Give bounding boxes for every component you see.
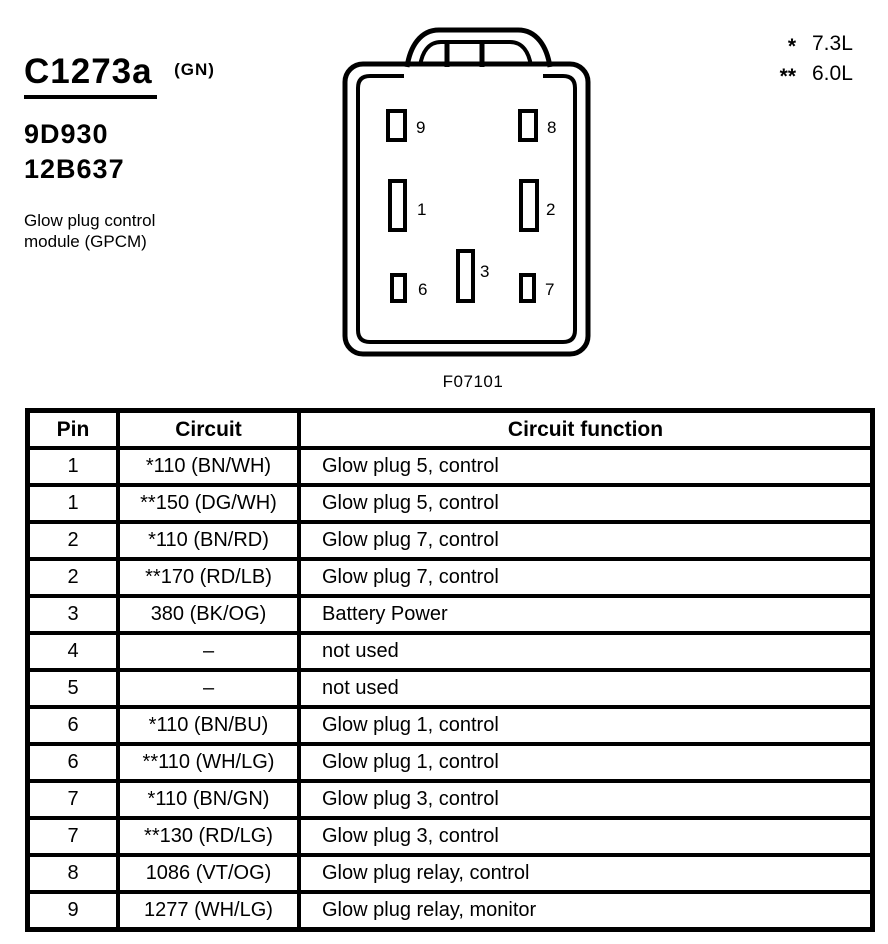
cell-function: Glow plug 7, control [299, 559, 873, 596]
cell-function: Glow plug relay, control [299, 855, 873, 892]
cell-pin: 8 [28, 855, 119, 892]
cell-function: Glow plug 1, control [299, 744, 873, 781]
col-header-circuit: Circuit [118, 411, 299, 449]
table-row [28, 596, 873, 633]
cell-pin: 2 [28, 559, 119, 596]
pin-label-7: 7 [545, 280, 555, 299]
col-header-function: Circuit function [299, 411, 873, 449]
connector-color-code: (GN) [174, 60, 215, 79]
legend-item-6-0l [760, 60, 853, 90]
cell-function: Glow plug 1, control [299, 707, 873, 744]
table-row [28, 855, 873, 892]
cell-pin: 3 [28, 596, 119, 633]
cell-function: not used [299, 670, 873, 707]
cell-function: Glow plug 5, control [299, 485, 873, 522]
cell-function: Glow plug relay, monitor [299, 892, 873, 930]
cell-circuit: *110 (BN/GN) [118, 781, 299, 818]
table-row [28, 892, 873, 930]
cell-pin: 9 [28, 892, 119, 930]
cell-pin: 4 [28, 633, 119, 670]
connector-id: C1273a [24, 52, 157, 99]
figure-id-caption: F07101 [442, 372, 504, 391]
table-row [28, 448, 873, 485]
cell-circuit: **110 (WH/LG) [118, 744, 299, 781]
cell-pin: 6 [28, 744, 119, 781]
pin-label-1: 1 [417, 200, 427, 219]
single-asterisk-symbol: * [787, 35, 796, 58]
part-number-1: 9D930 [24, 119, 109, 149]
cell-circuit: *110 (BN/BU) [118, 707, 299, 744]
table-row [28, 670, 873, 707]
cell-pin: 7 [28, 781, 119, 818]
cell-function: not used [299, 633, 873, 670]
component-description-line1: Glow plug control [24, 211, 156, 230]
table-row [28, 744, 873, 781]
pin-label-3: 3 [480, 262, 490, 281]
pin-cavity-9 [388, 111, 405, 140]
table-row [28, 522, 873, 559]
connector-id-block [24, 52, 215, 252]
cell-pin: 5 [28, 670, 119, 707]
pin-label-6: 6 [418, 280, 428, 299]
cell-circuit: *110 (BN/WH) [118, 448, 299, 485]
table-header-row [28, 411, 873, 449]
legend-item-7-3l [760, 30, 853, 60]
part-number-2: 12B637 [24, 154, 125, 184]
cell-circuit: *110 (BN/RD) [118, 522, 299, 559]
component-description [24, 210, 215, 252]
cell-circuit: – [118, 670, 299, 707]
table-row [28, 707, 873, 744]
engine-label-7-3l: 7.3L [812, 32, 853, 55]
cell-circuit: 1277 (WH/LG) [118, 892, 299, 930]
pin-label-9: 9 [416, 118, 426, 137]
part-numbers [24, 117, 215, 187]
pin-label-8: 8 [547, 118, 557, 137]
table-row [28, 559, 873, 596]
engine-label-6-0l: 6.0L [812, 62, 853, 85]
pin-label-2: 2 [546, 200, 556, 219]
pin-cavity-1 [390, 181, 405, 230]
pin-cavity-3 [458, 251, 473, 301]
pin-cavity-7 [521, 275, 534, 301]
cell-function: Glow plug 7, control [299, 522, 873, 559]
cell-circuit: 1086 (VT/OG) [118, 855, 299, 892]
col-header-pin: Pin [28, 411, 119, 449]
cell-function: Battery Power [299, 596, 873, 633]
pin-cavity-6 [392, 275, 405, 301]
table-row [28, 818, 873, 855]
cell-circuit: 380 (BK/OG) [118, 596, 299, 633]
cell-circuit: **150 (DG/WH) [118, 485, 299, 522]
component-description-line2: module (GPCM) [24, 232, 147, 251]
table-row [28, 485, 873, 522]
cell-pin: 6 [28, 707, 119, 744]
double-asterisk-symbol: ** [779, 65, 796, 88]
pin-cavity-2 [521, 181, 537, 230]
engine-legend [760, 30, 853, 90]
cell-function: Glow plug 3, control [299, 818, 873, 855]
cell-pin: 2 [28, 522, 119, 559]
cell-circuit: – [118, 633, 299, 670]
cell-pin: 7 [28, 818, 119, 855]
pin-cavity-8 [520, 111, 536, 140]
table-row [28, 781, 873, 818]
pinout-table [25, 408, 875, 932]
connector-diagram [340, 24, 595, 396]
cell-circuit: **130 (RD/LG) [118, 818, 299, 855]
table-row [28, 633, 873, 670]
connector-id-row [24, 52, 215, 99]
cell-circuit: **170 (RD/LB) [118, 559, 299, 596]
cell-function: Glow plug 3, control [299, 781, 873, 818]
cell-function: Glow plug 5, control [299, 448, 873, 485]
cell-pin: 1 [28, 485, 119, 522]
cell-pin: 1 [28, 448, 119, 485]
